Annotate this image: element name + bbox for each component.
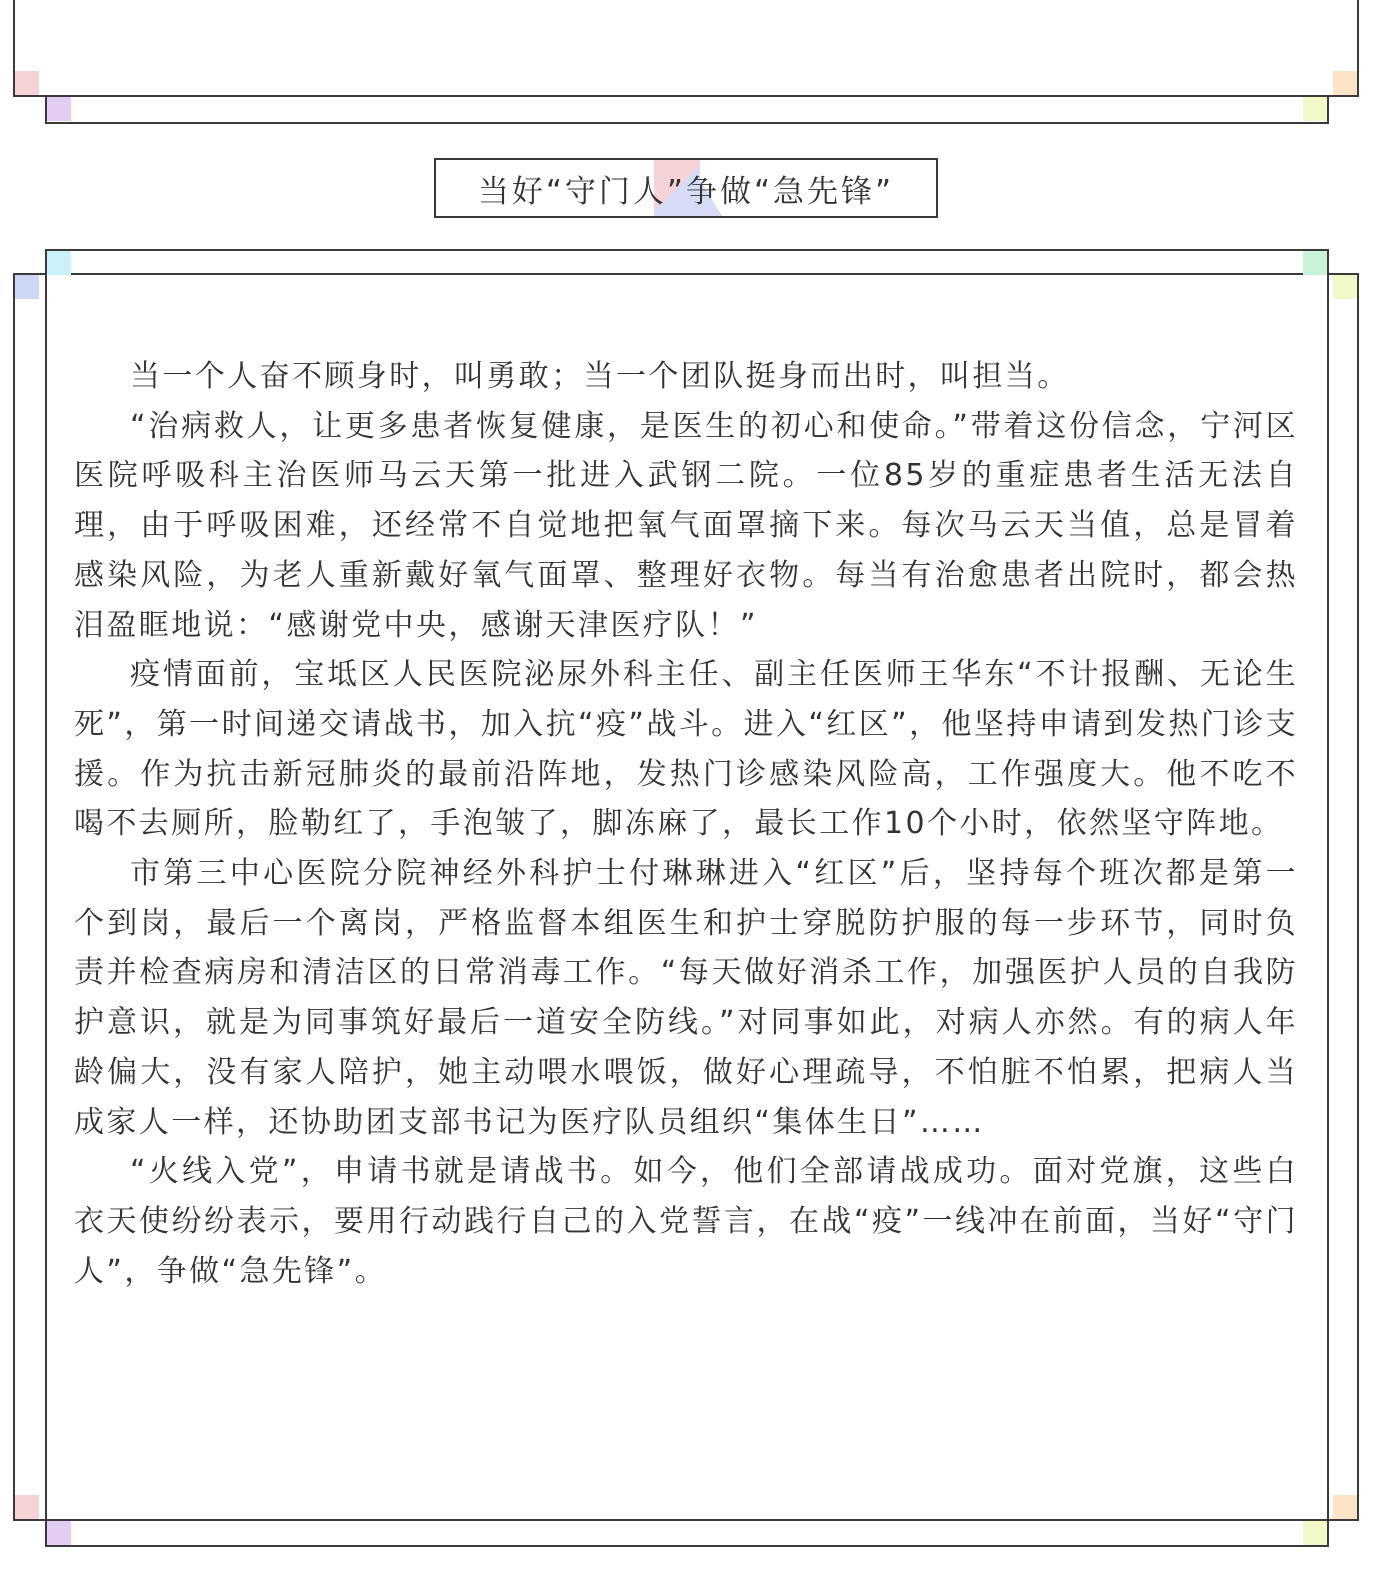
paragraph-wang-huadong: 疫情面前，宝坻区人民医院泌尿外科主任、副主任医师王华东“不计报酬、无论生死”，第一时间递交请战书，加入抗“疫”战斗。进入“红区”，他坚持申请到发热门诊支援。作为抗击新冠肺炎的最前沿阵地，发热门诊感染风险高，工作强度大。他不吃不喝不去厕所，脸勒红了，手泡皱了，脚冻麻了，最长工作10个小时，依然坚守阵地。: [74, 657, 1298, 842]
frame-corner-peach: [1333, 1495, 1357, 1519]
frame-corner-blue: [15, 275, 39, 299]
frame-corner-cyan: [47, 251, 71, 275]
paragraph-conclusion: “火线入党”，申请书就是请战书。如今，他们全部请战成功。面对党旗，这些白衣天使纷纷表示，要用行动践行自己的入党誓言，在战“疫”一线冲在前面，当好“守门人”，争做“急先锋”。: [74, 1154, 1298, 1289]
frame-corner-mint: [1303, 251, 1327, 275]
paragraph-intro: 当一个人奋不顾身时，叫勇敢；当一个团队挺身而出时，叫担当。: [130, 359, 1070, 394]
frame-corner-lavender: [47, 1521, 71, 1545]
top-frame-corner-peach: [1333, 71, 1357, 95]
paragraph-fu-linlin: 市第三中心医院分院神经外科护士付琳琳进入“红区”后，坚持每个班次都是第一个到岗，最后一个离岗，严格监督本组医生和护士穿脱防护服的每一步环节，同时负责并检查病房和清洁区的日常消毒工作。“每天做好消杀工作，加强医护人员的自我防护意识，就是为同事筑好最后一道安全防线。”对同事如此，对病人亦然。有的病人年龄偏大，没有家人陪护，她主动喂水喂饭，做好心理疏导，不怕脏不怕累，把病人当成家人一样，还协助团支部书记为医疗队员组织“集体生日”……: [74, 856, 1298, 1140]
section-title: 当好“守门人”争做“急先锋”: [477, 173, 895, 210]
frame-inner-line-right: [1327, 273, 1329, 1521]
top-frame-corner-yellow: [1303, 97, 1327, 121]
frame-corner-pink: [15, 1495, 39, 1519]
paragraph-ma-yuntian: “治病救人，让更多患者恢复健康，是医生的初心和使命。”带着这份信念，宁河区医院呼吸科主治医师马云天第一批进入武钢二院。一位85岁的重症患者生活无法自理，由于呼吸困难，还经常不自觉地把氧气面罩摘下来。每次马云天当值，总是冒着感染风险，为老人重新戴好氧气面罩、整理好衣物。每当有治愈患者出院时，都会热泪盈眶地说：“感谢党中央，感谢天津医疗队！”: [74, 408, 1298, 643]
top-frame-front: [13, 0, 1359, 97]
frame-corner-yellow-bottom: [1303, 1521, 1327, 1545]
frame-corner-yellow-top: [1333, 275, 1357, 299]
article-body: [74, 352, 1298, 1296]
frame-inner-line-left: [45, 273, 47, 1521]
top-frame-corner-pink: [15, 71, 39, 95]
section-title-box: [434, 158, 938, 218]
top-frame-corner-lavender: [47, 97, 71, 121]
